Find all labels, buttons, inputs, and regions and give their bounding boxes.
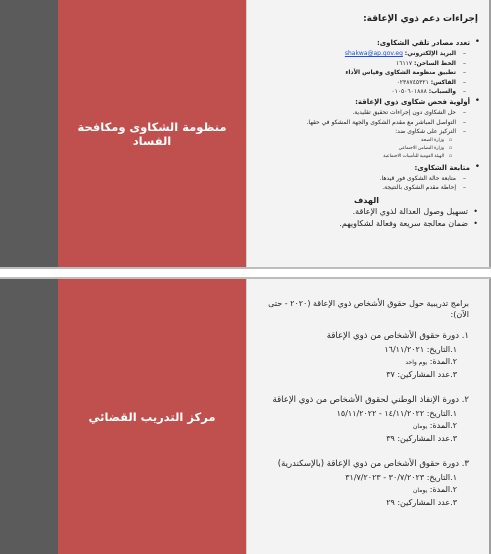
- list-subitem: ▫ وزارة التضامن الاجتماعي: [253, 145, 470, 153]
- complaints-system-title: منظومة الشكاوى ومكافحة الفساد: [77, 119, 227, 148]
- hotline-item: – الخط الساخن: ١٦١١٧: [253, 59, 470, 69]
- email-link[interactable]: shakwa@ap.gov.eg: [344, 50, 403, 57]
- complaints-content: [246, 0, 491, 267]
- course-title: ٢. دورة الإنفاذ الوطني لحقوق الأشخاص من ذوي الإعاقة: [272, 395, 469, 405]
- goal-heading: الهدف: [354, 195, 379, 205]
- complaint-sources-section: [253, 38, 480, 97]
- row-marker-column: [0, 0, 58, 267]
- course-duration: ٢.المدة: يوم واحد: [405, 357, 457, 366]
- training-content: [246, 279, 491, 554]
- fax-item: – الفاكس: ٠٢٣٨٧٤٥٣٢١: [253, 78, 470, 88]
- goal-item: • ضمان معالجة سريعة وفعالة لشكاويهم.: [253, 218, 480, 230]
- list-subitem: ▫ وزارة الصحة: [253, 137, 470, 145]
- whatsapp-item: – والسباب: ٠١٠٥٠٦٠١٨٨٨: [253, 87, 470, 97]
- complaints-row: [0, 0, 491, 269]
- course-item: [253, 330, 469, 381]
- training-intro: برامج تدريبية حول حقوق الأشخاص ذوي الإعاقة (٢٠٢٠ - حتى الآن):: [268, 299, 469, 319]
- row-marker-column: [0, 279, 58, 554]
- section-title: • متابعة الشكاوى:: [414, 163, 470, 172]
- course-participants: ٣.عدد المشاركين: ٣٩: [386, 434, 457, 443]
- course-participants: ٣.عدد المشاركين: ٣٧: [386, 370, 457, 379]
- course-duration: ٢.المدة: يومان: [413, 421, 457, 430]
- row-title-column: [58, 279, 246, 554]
- course-title: ١. دورة حقوق الأشخاص من ذوي الإعاقة: [326, 331, 469, 341]
- row-title-column: [58, 0, 246, 267]
- list-item: – حل الشكاوى دون إجراءات تحقيق تقليدية.: [253, 108, 470, 118]
- course-date: ١.التاريخ: ١٦/١١/٢٠٢١: [384, 345, 457, 354]
- support-procedures-heading: إجراءات دعم ذوي الإعاقة:: [363, 14, 478, 24]
- goal-item: • تسهيل وصول العدالة لذوي الإعاقة.: [253, 206, 480, 218]
- training-row: [0, 277, 491, 554]
- list-item: – متابعة حالة الشكوى فور قيدها.: [253, 174, 470, 184]
- course-date: ١.التاريخ: ٣٠/٧/٢٠٢٣ - ٣١/٧/٢٠٢٣: [345, 473, 457, 482]
- list-subitem: ▫ الهيئة القومية للتأمينات الاجتماعية: [253, 153, 470, 161]
- course-duration: ٢.المدة: يومان: [413, 485, 457, 494]
- list-item: – إحاطة مقدم الشكوى بالنتيجة.: [253, 183, 470, 193]
- app-item: – تطبيق منظومة الشكاوى وقياس الأداء: [253, 68, 470, 78]
- list-item: – التواصل المباشر مع مقدم الشكوى والجهة المشكو في حقها.: [253, 118, 470, 128]
- followup-section: [253, 163, 480, 193]
- section-title: • أولوية فحص شكاوى ذوي الإعاقة:: [355, 97, 470, 106]
- course-item: [253, 394, 469, 445]
- course-title: ٣. دورة حقوق الأشخاص من ذوي الإعاقة (بالإسكندرية): [277, 459, 469, 469]
- judicial-training-title: مركز التدريب القضائي: [88, 409, 216, 424]
- list-item: – التركيز على شكاوى ضد:: [253, 127, 470, 137]
- priority-section: [253, 97, 480, 161]
- email-item: – البريد الإلكتروني: shakwa@ap.gov.eg: [253, 49, 470, 59]
- section-title: • تعدد مصادر تلقي الشكاوى:: [376, 39, 470, 47]
- course-date: ١.التاريخ: ١٤/١١/٢٠٢٢ - ١٥/١١/٢٠٢٢: [336, 409, 457, 418]
- course-participants: ٣.عدد المشاركين: ٢٩: [386, 498, 457, 507]
- course-item: [253, 458, 469, 509]
